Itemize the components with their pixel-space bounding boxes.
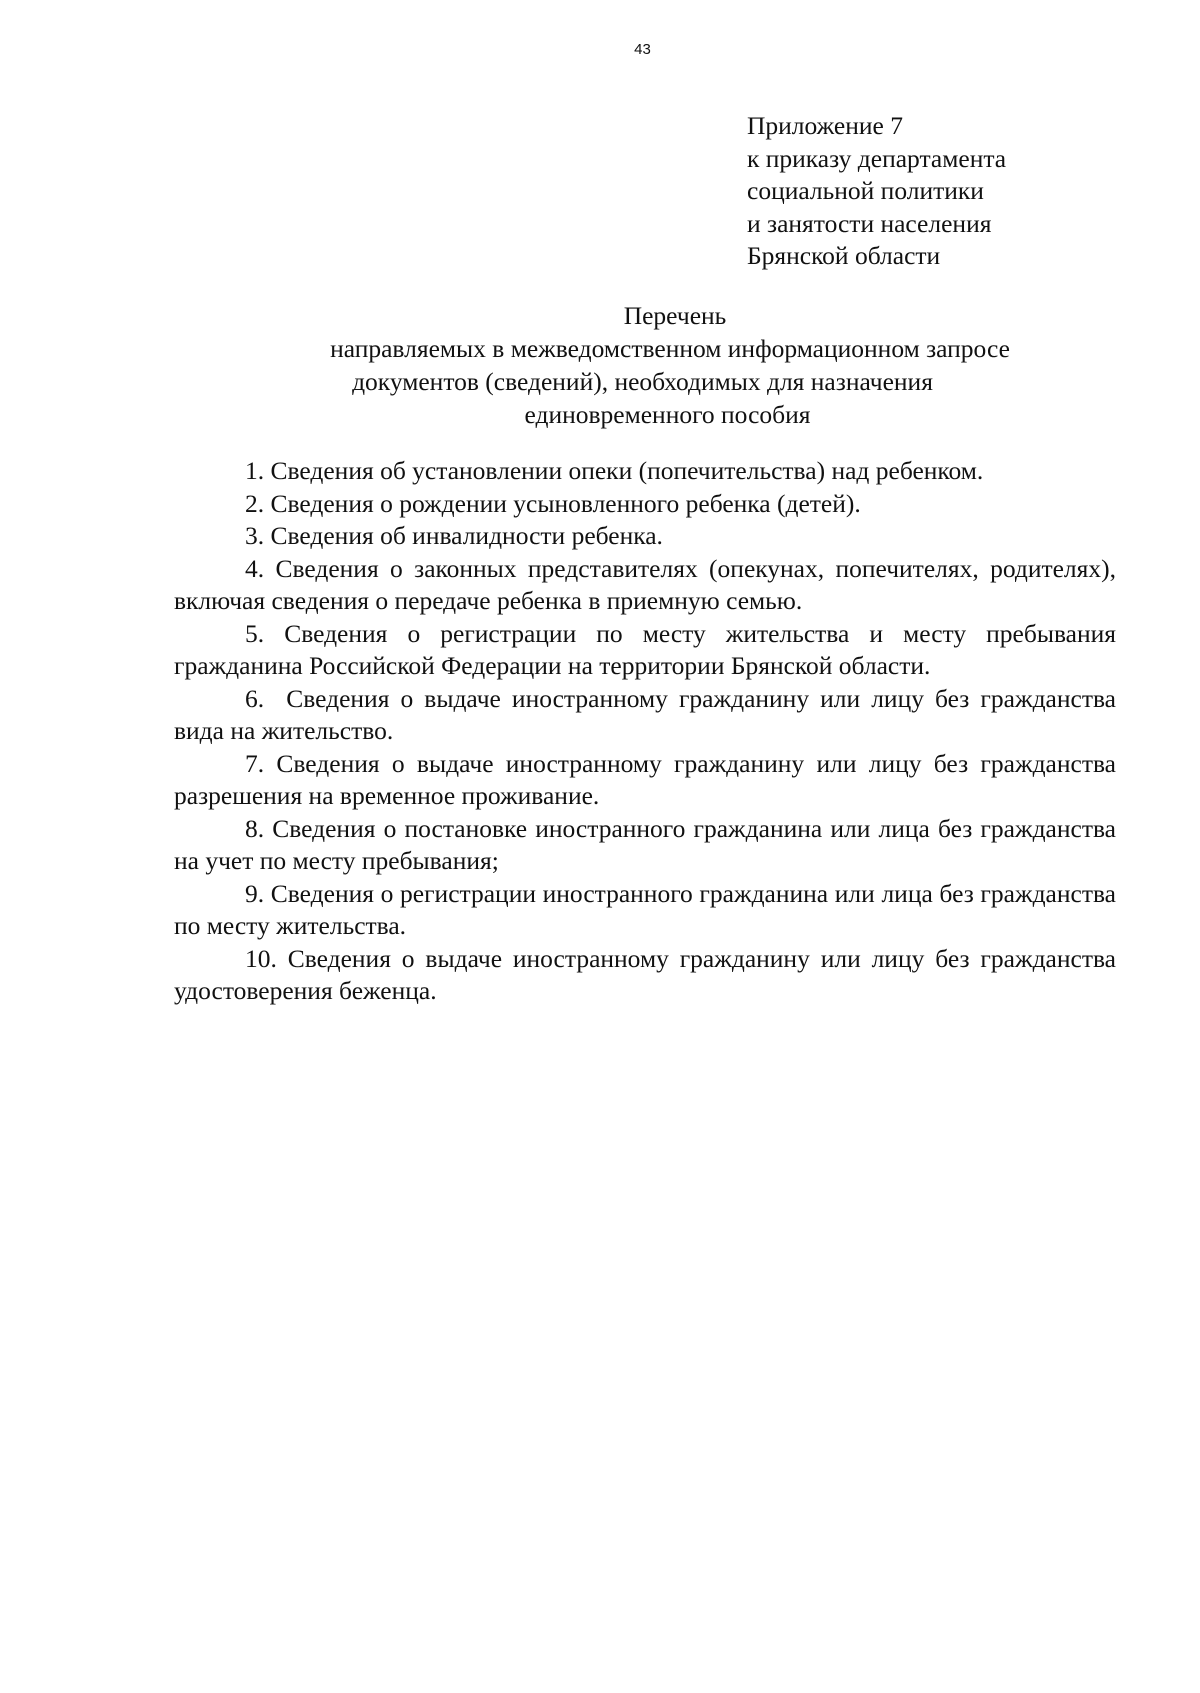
appendix-block xyxy=(747,110,1167,273)
title-line: документов (сведений), необходимых для назначения xyxy=(352,367,933,396)
list-item: 8. Сведения о постановке иностранного гражданина или лица без гражданства на учет по месту пребывания; xyxy=(174,813,1116,875)
appendix-line: Приложение 7 xyxy=(747,111,903,140)
list-item: 1. Сведения об установлении опеки (попечительства) над ребенком. xyxy=(245,456,984,485)
appendix-line: и занятости населения xyxy=(747,208,992,238)
list-item: 2. Сведения о рождении усыновленного ребенка (детей). xyxy=(245,488,861,518)
title-line: направляемых в межведомственном информационном запросе xyxy=(330,334,1010,363)
list-item: 6. Сведения о выдаче иностранному гражданину или лицу без гражданства вида на жительство. xyxy=(174,683,1123,745)
page-number: 43 xyxy=(634,41,651,58)
list-item: 4. Сведения о законных представителях (опекунах, попечителях, родителях), включая сведения о передаче ребенка в приемную семью. xyxy=(174,553,1116,615)
title-heading: Перечень xyxy=(623,301,727,330)
list-item: 5. Сведения о регистрации по месту жительства и месту пребывания гражданина Российской Федерации на территории Брянской области. xyxy=(174,618,1116,680)
appendix-line: к приказу департамента xyxy=(747,143,1007,173)
list-item: 10. Сведения о выдаче иностранному гражданину или лицу без гражданства удостоверения беженца. xyxy=(174,943,1116,1005)
list-item: 3. Сведения об инвалидности ребенка. xyxy=(245,521,663,550)
list-item: 9. Сведения о регистрации иностранного гражданина или лица без гражданства по месту жительства. xyxy=(174,878,1116,940)
documents-list xyxy=(174,455,1123,1008)
title-line: единовременного пособия xyxy=(524,400,811,429)
appendix-line: социальной политики xyxy=(747,176,984,205)
list-item: 7. Сведения о выдаче иностранному гражданину или лицу без гражданства разрешения на временное проживание. xyxy=(174,748,1116,810)
appendix-line: Брянской области xyxy=(747,241,941,270)
